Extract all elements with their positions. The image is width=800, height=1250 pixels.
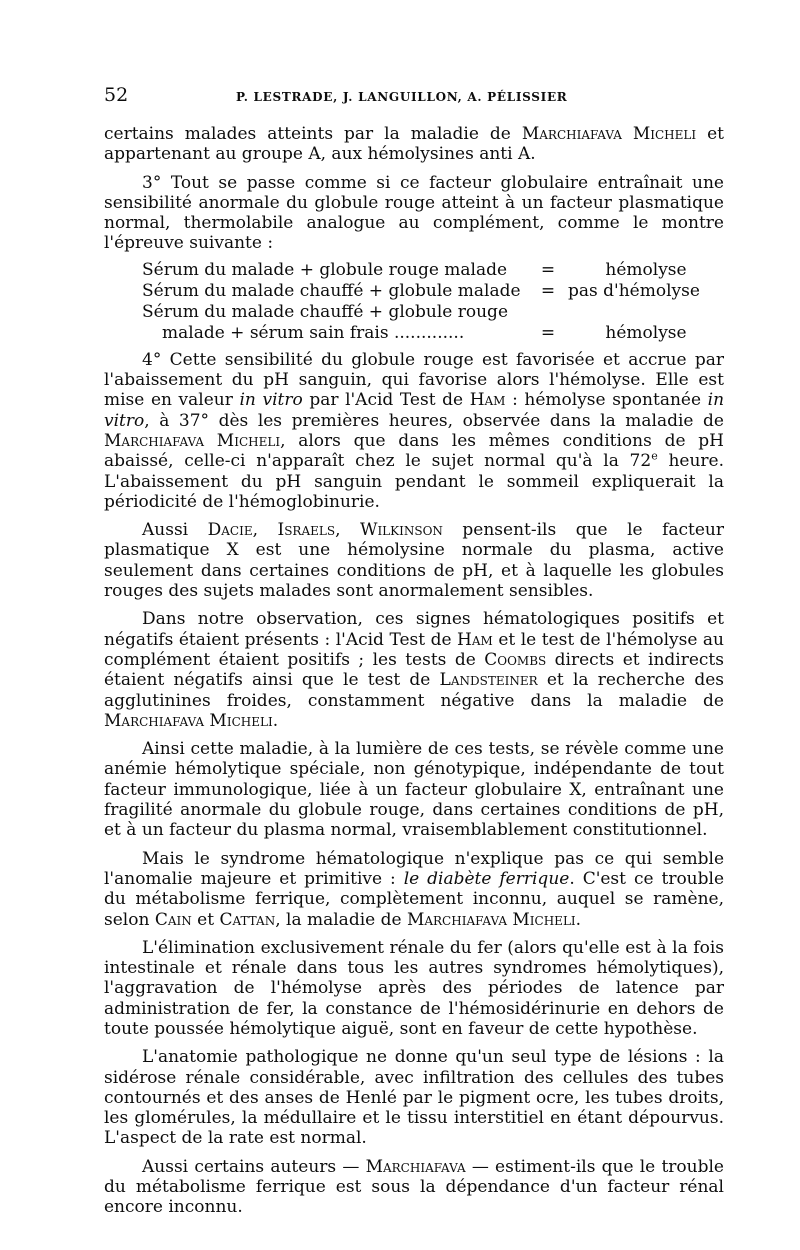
paragraph-3: 4° Cette sensibilité du globule rouge est favorisée et accrue par l'abaissement du pH sanguin, qui favorise alors l'hémolyse. Elle est mise en valeur in vitro par l'Acid Test de Ham : hémolyse spontanée in vitro, à 37° dès les premières heures, observée dans la maladie de Marchiafava Micheli, alors que dans les mêmes conditions de pH abaissé, celle-ci n'apparaît chez le sujet normal qu'à la 72e heure. L'abaissement du pH sanguin pendant le sommeil expliquerait la périodicité de l'hémoglobinurie. — [104, 349, 725, 512]
book-page — [104, 84, 724, 1218]
page-header — [104, 84, 724, 110]
running-head: P. LESTRADE, J. LANGUILLON, A. PÉLISSIER — [236, 90, 568, 104]
paragraph-2: 3° Tout se passe comme si ce facteur globulaire entraînait une sensibilité anormale du globule rouge atteint à un facteur plasmatique normal, thermolabile analogue au complément, comme le montre l'épreuve suivante : — [104, 172, 724, 254]
paragraph-6: Ainsi cette maladie, à la lumière de ces tests, se révèle comme une anémie hémolytique spéciale, non génotypique, indépendante de tout facteur immunologique, liée à un facteur globulaire X, entraînant une fragilité anormale du globule rouge, dans certaines conditions de pH, et à un facteur du plasma normal, vraisemblablement constitutionnel. — [104, 739, 724, 841]
paragraph-1: certains malades atteints par la maladie de Marchiafava Micheli et appartenant au groupe A, aux hémolysines anti A. — [104, 124, 725, 165]
paragraph-9: L'anatomie pathologique ne donne qu'un seul type de lésions : la sidérose rénale considérable, avec infiltration des cellules des tubes contournés et des anses de Henlé par le pigment ocre, les tubes droits, les glomérules, la médullaire et le tissu interstitiel en étant dépourvus. L'aspect de la rate est normal. — [104, 1047, 724, 1149]
paragraph-8: L'élimination exclusivement rénale du fer (alors qu'elle est à la fois intestinale et rénale dans tous les autres syndromes hémolytiques), l'aggravation de l'hémolyse après des périodes de latence par administration de fer, la constance de l'hémosidérinurie en dehors de toute poussée hémolytique aiguë, sont en faveur de cette hypothèse. — [104, 937, 724, 1039]
test-results-block — [104, 260, 724, 344]
paragraph-5: Dans notre observation, ces signes hématologiques positifs et négatifs étaient présents : l'Acid Test de Ham et le test de l'hémolyse au complément étaient positifs ; les tests de Coombs directs et indirects étaient négatifs ainsi que le test de Landsteiner et la recherche des agglutinines froides, constamment négative dans la maladie de Marchiafava Micheli. — [104, 609, 724, 731]
test-row-2: Sérum du malade chauffé + globule malade = pas d'hémolyse — [142, 280, 700, 301]
paragraph-7: Mais le syndrome hématologique n'explique pas ce qui semble l'anomalie majeure et primitive : le diabète ferrique. C'est ce trouble du métabolisme ferrique, complètement inconnu, auquel se ramène, selon Cain et Cattan, la maladie de Marchiafava Micheli. — [104, 848, 725, 930]
paragraph-4: Aussi Dacie, Israels, Wilkinson pensent-ils que le facteur plasmatique X est une hémolysine normale du plasma, active seulement dans certaines conditions de pH, et à laquelle les globules rouges des sujets malades sont anormalement sensibles. — [104, 520, 725, 602]
page-number: 52 — [104, 84, 129, 106]
test-row-1: Sérum du malade + globule rouge malade = hémolyse — [142, 259, 687, 280]
paragraph-10: Aussi certains auteurs — Marchiafava — estiment-ils que le trouble du métabolisme ferrique est sous la dépendance d'un facteur rénal encore inconnu. — [104, 1156, 724, 1218]
test-row-4: malade + sérum sain frais ............. = hémolyse — [162, 322, 687, 343]
test-row-3: Sérum du malade chauffé + globule rouge — [142, 301, 508, 322]
author-name: Marchiafava Micheli — [521, 124, 697, 144]
